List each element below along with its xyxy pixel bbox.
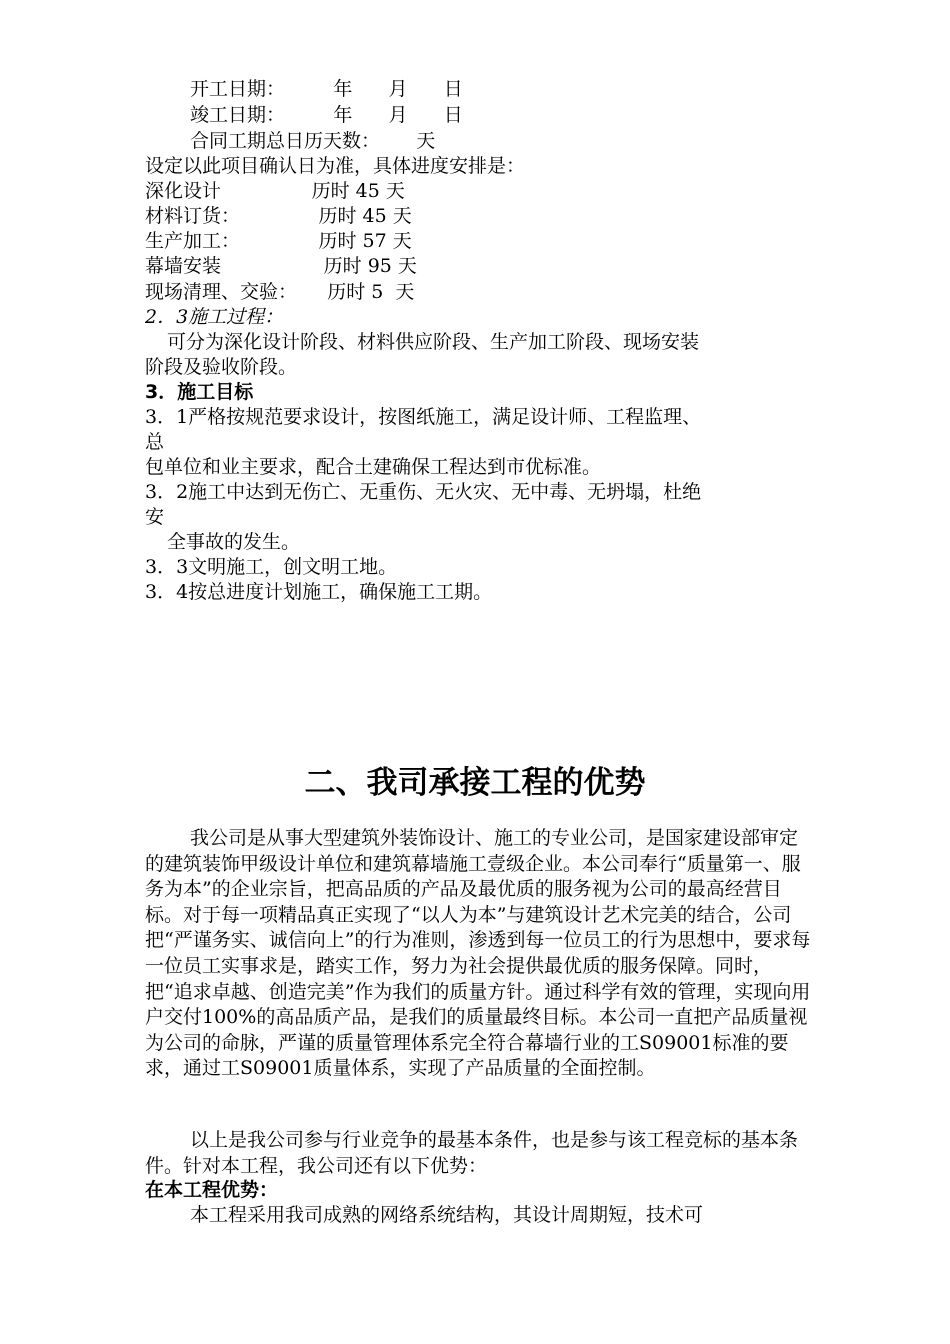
- company-paragraph: 我公司是从事大型建筑外装饰设计、施工的专业公司，是国家建设部审定的建筑装饰甲级设计单位和建筑幕墙施工壹级企业。本公司奉行“质量第一、服务为本”的企业宗旨，把高品质的产品及最优质的服务视为公司的最高经营目标。对于每一项精品真正实现了“以人为本”与建筑设计艺术完美的结合，公司把“严谨务实、诚信向上”的行为准则，渗透到每一位员工的行为思想中，要求每一位员工实事求是，踏实工作，努力为社会提供最优质的服务保障。同时，把“追求卓越、创造完美”作为我们的质量方针。通过科学有效的管理，实现向用户交付100%的高品质产品，是我们的质量最终目标。本公司一直把产品质量视为公司的命脉，严谨的质量管理体系完全符合幕墙行业的工S09001标准的要求，通过工S09001质量体系，实现了产品质量的全面控制。: [145, 827, 811, 1080]
- goal-line: 总: [145, 431, 165, 453]
- advantages-subheading: 在本工程优势：: [145, 1179, 279, 1201]
- section-heading: 二、我司承接工程的优势: [304, 765, 646, 801]
- process-title: 2．3施工过程：: [145, 306, 284, 328]
- goal-line: 3．2施工中达到无伤亡、无重伤、无火灾、无中毒、无坍塌，杜绝: [145, 481, 702, 503]
- advantages-paragraph: 本工程采用我司成熟的网络系统结构，其设计周期短，技术可: [190, 1204, 704, 1226]
- goal-line: 3．3文明施工，创文明工地。: [145, 556, 398, 578]
- goal-line: 包单位和业主要求，配合土建确保工程达到市优标准。: [145, 456, 602, 478]
- process-line: 阶段及验收阶段。: [145, 356, 298, 378]
- goal-line: 全事故的发生。: [167, 531, 301, 553]
- schedule-item: 生产加工： 历时 57 天: [145, 230, 412, 252]
- schedule-basis: 设定以此项目确认日为准，具体进度安排是：: [145, 155, 526, 177]
- schedule-item: 幕墙安装 历时 95 天: [145, 255, 417, 277]
- goal-line: 安: [145, 506, 165, 528]
- goal-line: 3．4按总进度计划施工，确保施工工期。: [145, 581, 493, 603]
- goals-title: 3．施工目标: [145, 381, 254, 403]
- schedule-item: 深化设计 历时 45 天: [145, 180, 405, 202]
- end-date-line: 竣工日期： 年 月 日: [190, 104, 463, 126]
- conditions-paragraph: 以上是我公司参与行业竞争的最基本条件，也是参与该工程竞标的基本条件。针对本工程，我公司还有以下优势：: [145, 1129, 799, 1177]
- total-days-line: 合同工期总日历天数： 天: [190, 130, 436, 152]
- goal-line: 3．1严格按规范要求设计，按图纸施工，满足设计师、工程监理、: [145, 406, 702, 428]
- start-date-line: 开工日期： 年 月 日: [190, 78, 463, 100]
- process-line: 可分为深化设计阶段、材料供应阶段、生产加工阶段、现场安装: [167, 331, 700, 353]
- schedule-item: 材料订货： 历时 45 天: [145, 205, 412, 227]
- schedule-item: 现场清理、交验： 历时 5 天: [145, 281, 415, 303]
